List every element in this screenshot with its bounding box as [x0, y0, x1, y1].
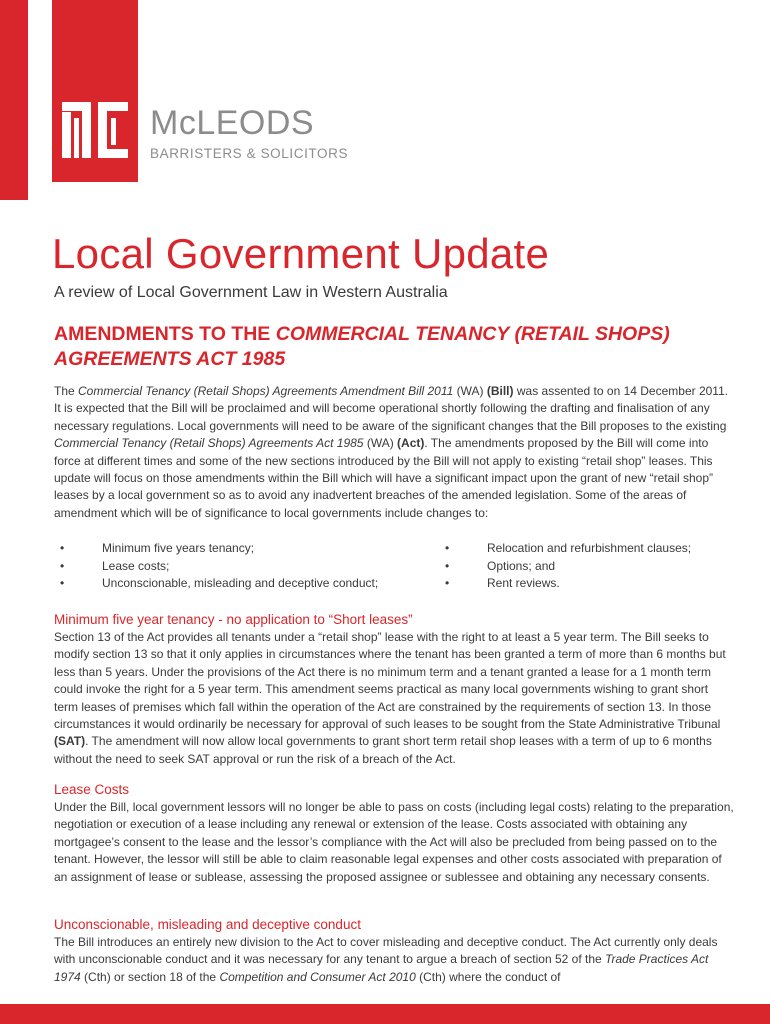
paragraph-text: (Cth) or section 18 of the [80, 969, 220, 984]
intro-paragraph [54, 383, 734, 522]
list-item [439, 575, 691, 593]
intro-text: . The amendments proposed by the Bill will come into force at different times and some of the new sections introduced by the Bill will not apply to existing “retail shop” leases. This update will focus on those amendments within the Bill which will have a significant impact upon the grant of new “retail shop” leases by a local government so as to avoid any inadvertent breaches of the amended legislation. Some of the areas of amendment which will be of significance to local governments include changes to: [54, 436, 714, 520]
act-short: (Act) [397, 436, 425, 451]
lease-costs-heading: Lease Costs [54, 782, 130, 797]
paragraph-text: Section 13 of the Act provides all tenants under a “retail shop” lease with the right to at least a 5 year term. The Bill seeks to modify section 13 so that it only applies in circumstances where the tenant has been granted a term of more than 6 months but less than 5 years. Under the provisions of the Act there is no minimum term and a tenant granted a lease for a 1 month term could invoke the right for a 5 year term. This amendment seems practical as many local governments wishing to grant short term leases of premises which fall within the operation of the Act are constrained by the requirements of section 13. In those circumstances it would ordinarily be necessary for approval of such leases to be sought from the State Administrative Tribunal [54, 630, 726, 732]
list-item-text: Minimum five years tenancy; [102, 541, 255, 555]
list-item [439, 558, 691, 576]
section-heading-act: COMMERCIAL TENANCY (RETAIL SHOPS) AGREEMENTS ACT 1985 [54, 323, 670, 370]
min-tenancy-paragraph [54, 629, 734, 768]
act-name: Trade Practices Act 1974 [54, 952, 709, 984]
bill-name: Commercial Tenancy (Retail Shops) Agreements Amendment Bill 2011 [78, 384, 454, 398]
intro-text: was assented to on 14 December 2011. It is expected that the Bill will be proclaimed and will become operational shortly following the drafting and finalisation of any necessary regulations. Local governments will need to be aware of the significant changes that the Bill proposes to the existing [54, 384, 729, 433]
list-item [54, 558, 378, 576]
list-item [54, 575, 378, 593]
intro-text: (WA) [453, 384, 487, 398]
bullet-icon: • [445, 576, 450, 591]
paragraph-text: . The amendment will now allow local governments to grant short term retail shop leases with a term of up to 6 months without the need to seek SAT approval or run the risk of a breach of the Act. [54, 734, 712, 766]
list-item [54, 540, 378, 558]
intro-text: (WA) [363, 436, 398, 451]
bullet-icon: • [60, 576, 65, 591]
list-item-text: Rent reviews. [487, 576, 560, 591]
list-item-text: Lease costs; [102, 558, 170, 573]
bullet-icon: • [60, 558, 65, 573]
page-title: Local Government Update [52, 230, 550, 277]
mcleods-monogram-icon [60, 98, 130, 162]
list-item-text: Relocation and refurbishment clauses; [487, 541, 692, 555]
paragraph-text: (Cth) where the conduct of [415, 969, 561, 984]
section-heading [54, 322, 734, 372]
top-left-red-bar [0, 0, 28, 200]
list-item-text: Unconscionable, misleading and deceptive conduct; [102, 576, 379, 591]
paragraph-text: The Bill introduces an entirely new division to the Act to cover misleading and deceptive conduct. The Act currently only deals with unconscionable conduct and it was necessary for any tenant to argue a breach of section 52 of the [54, 935, 718, 967]
amendment-list-left [54, 540, 378, 593]
amendment-list-right [439, 540, 691, 593]
bill-short: (Bill) [486, 384, 514, 398]
bullet-icon: • [445, 558, 450, 573]
brand-tagline: BARRISTERS & SOLICITORS [150, 146, 349, 161]
unconscionable-paragraph [54, 934, 734, 986]
act-name: Competition and Consumer Act 2010 [219, 969, 416, 984]
bullet-icon: • [60, 541, 65, 555]
min-tenancy-heading: Minimum five year tenancy - no application to “Short leases” [54, 612, 413, 627]
footer-red-band [0, 1004, 770, 1024]
act-name: Commercial Tenancy (Retail Shops) Agreements Act 1985 [54, 436, 364, 451]
sat-abbrev: (SAT) [54, 734, 86, 749]
page-subtitle: A review of Local Government Law in Western Australia [54, 284, 448, 301]
list-item-text: Options; and [487, 558, 556, 573]
brand-name: McLEODS [150, 104, 315, 142]
intro-text: The [54, 384, 79, 398]
unconscionable-heading: Unconscionable, misleading and deceptive conduct [54, 917, 361, 932]
section-heading-prefix: AMENDMENTS TO THE [54, 323, 276, 345]
lease-costs-paragraph: Under the Bill, local government lessors will no longer be able to pass on costs (including legal costs) relating to the preparation, negotiation or execution of a lease including any renewal or extension of the lease. Costs associated with obtaining any mortgagee’s consent to the lease and the lessor’s compliance with the Act will also be precluded from being passed on to the tenant. However, the lessor will still be able to claim reasonable legal expenses and other costs associated with preparation of an assignment of lease or sublease, assessing the proposed assignee or sublessee and obtaining any necessary consents. [54, 800, 734, 884]
mcleods-logo [52, 0, 138, 182]
list-item [439, 540, 691, 558]
bullet-icon: • [445, 541, 450, 555]
